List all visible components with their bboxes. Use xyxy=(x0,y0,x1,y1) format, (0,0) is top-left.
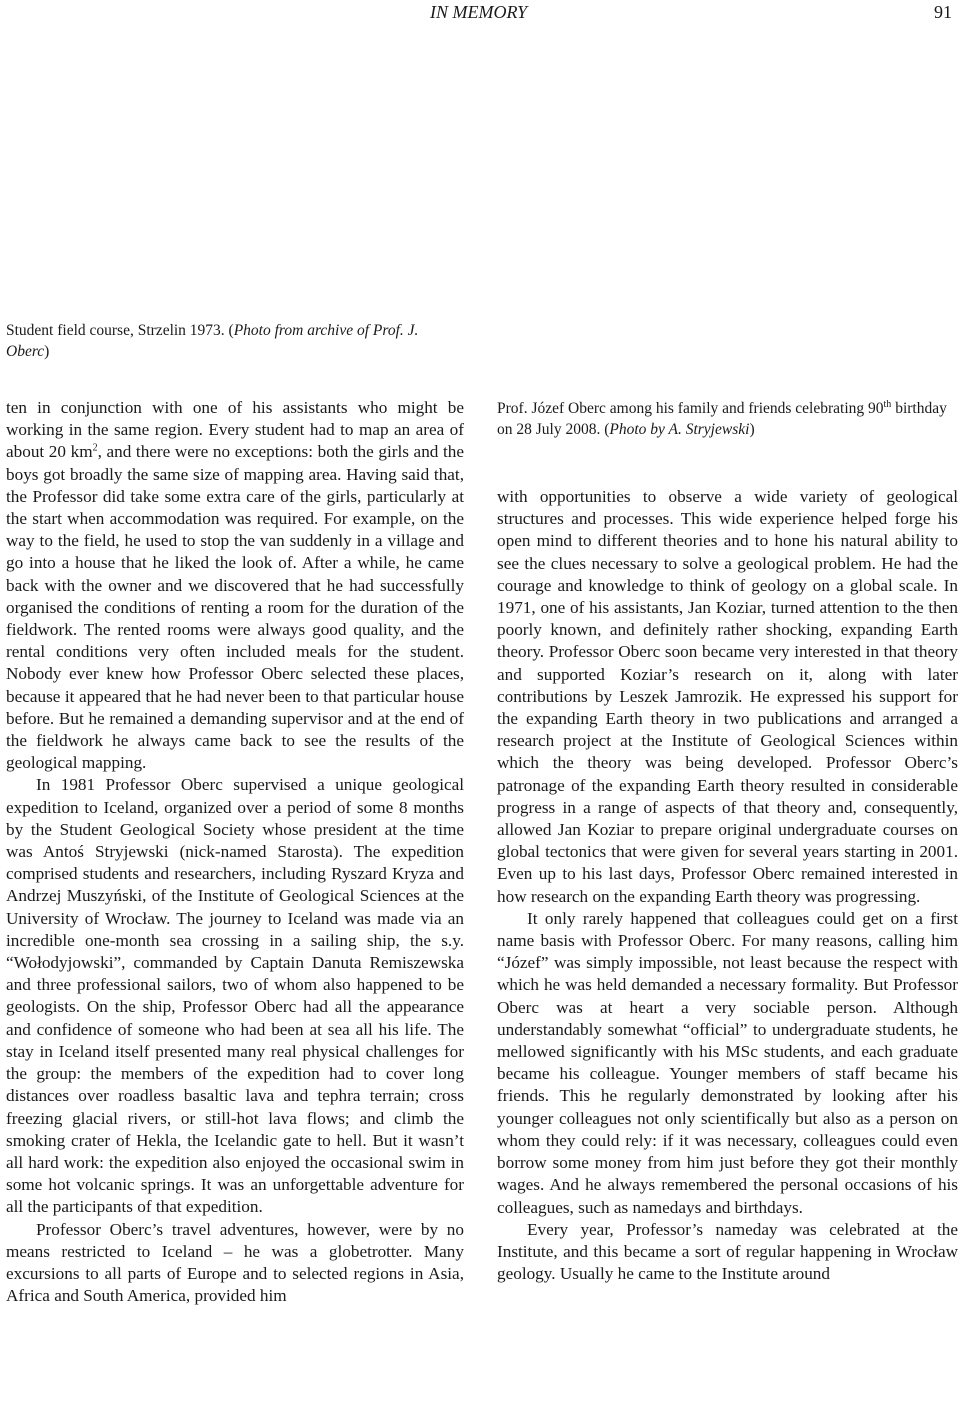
caption-close: ) xyxy=(44,343,50,360)
paragraph: Professor Oberc’s travel adventures, however, were by no means restricted to Iceland – he was a globetrotter. Many excursions to all parts of Europe and to selected regions in Asia, Africa and South America, provided him xyxy=(6,1219,464,1306)
photo-caption-left xyxy=(6,320,462,362)
paragraph: In 1981 Professor Oberc supervised a unique geological expedition to Iceland, organized over a period of some 8 months by the Student Geological Society whose president at the time was Antoś Stryjewski (nick-named Starosta). The expedition comprised students and researchers, including Ryszard Kryza and Andrzej Muszyński, of the Institute of Geological Sciences at the University of Wrocław. The journey to Iceland was made via an incredible one-month sea crossing in a sailing ship, the s.y. “Wołodyjowski”, commanded by Captain Danuta Remiszewska and three professional sailors, two of whom also happened to be geologists. On the ship, Professor Oberc had all the appearance and confidence of someone who had been at sea all his life. The stay in Iceland itself presented many real physical challenges for the group: the members of the expedition had to cover long distances over roadless basaltic lava and tephra terrain; cross freezing glacial rivers, or still-hot lava flows; and climb the smoking crater of Hekla, the Icelandic gate to hell. But it wasn’t all hard work: the expedition also enjoyed the occasional swim in some hot volcanic springs. It was an unforgettable adventure for all the participants of that expedition. xyxy=(6,775,464,1217)
caption-text: Prof. Józef Oberc among his family and friends celebrating 90 xyxy=(497,400,884,417)
caption-superscript: th xyxy=(883,398,892,410)
caption-text: Student field course, Strzelin 1973. ( xyxy=(6,322,234,339)
left-column xyxy=(6,397,464,1307)
caption-text-cont: birthday on 28 July 2008. ( xyxy=(497,400,947,438)
paragraph: with opportunities to observe a wide variety of geological structures and processes. This wide experience helped forge his open mind to different theories and to hone his natural ability to see the clues necessary to solve a geological problem. He had the courage and knowledge to think of geology on a global scale. In 1971, one of his assistants, Jan Koziar, turned attention to the then poorly known, and definitely rather shocking, expanding Earth theory. Professor Oberc soon became very interested in that theory and supported Koziar’s research on it, along with later contributions by Leszek Jamrozik. He expressed his support for the expanding Earth theory in two publications and arranged a research project at the Institute of Geological Sciences within which the theory was being developed. Professor Oberc’s patronage of the expanding Earth theory resulted in considerable progress in a range of aspects of that theory and, consequently, allowed Jan Koziar to prepare original undergraduate courses on global tectonics that were given for several years starting in 2001. Even up to his last days, Professor Oberc remained interested in how research on the expanding Earth theory was progressing. xyxy=(497,487,958,906)
paragraph: Every year, Professor’s nameday was celebrated at the Institute, and this became a sort of regular happening in Wrocław geology. Usually he came to the Institute around xyxy=(497,1219,958,1284)
caption-credit: Photo by A. Stryjewski xyxy=(609,421,750,438)
paragraph: It only rarely happened that colleagues could get on a first name basis with Professor Oberc. For many reasons, calling him “Józef” was simply impossible, not least because the respect with which he was held demanded a necessary formality. But Professor Oberc was at heart a very sociable person. Although understandably somewhat “official” to undergraduate students, he mellowed significantly with his MSc students, and each graduate became his colleague. Younger members of staff became his friends. This he regularly demonstrated by looking after his younger colleagues not only scientifically but also as a person on whom they could rely: if it was necessary, colleagues could even borrow some money from him just before they got their monthly wages. And he always remembered the personal occasions of his colleagues, such as namedays and birthdays. xyxy=(497,908,958,1217)
page-number: 91 xyxy=(934,2,952,22)
paragraph xyxy=(6,397,464,774)
superscript: 2 xyxy=(92,442,98,454)
right-column xyxy=(497,486,958,1285)
caption-credit: Photo from archive of Prof. J. Oberc xyxy=(6,322,419,360)
caption-close: ) xyxy=(749,421,755,438)
photo-caption-right xyxy=(497,398,957,440)
paragraph-text: ten in conjunction with one of his assistants who might be working in the same region. Every student had to map an area of about 20 km xyxy=(6,398,464,462)
running-header: IN MEMORY xyxy=(430,2,528,22)
paragraph-text-cont: , and there were no exceptions: both the girls and the boys got broadly the same size of mapping area. Having said that, the Professor did take some extra care of the girls, particularly at the start when accommodation was required. For example, on the way to the field, he used to stop the van suddenly in a village and go into a house that he liked the look of. After a while, he came back with the owner and we discovered that he had successfully organised the conditions of renting a room for the duration of the fieldwork. The rented rooms were always good quality, and the rental conditions very often included meals for the student. Nobody ever knew how Professor Oberc selected these places, because it appeared that he had never been to that particular house before. But he remained a demanding supervisor and at the end of the fieldwork he always came back to see the results of the geological mapping. xyxy=(6,442,464,773)
